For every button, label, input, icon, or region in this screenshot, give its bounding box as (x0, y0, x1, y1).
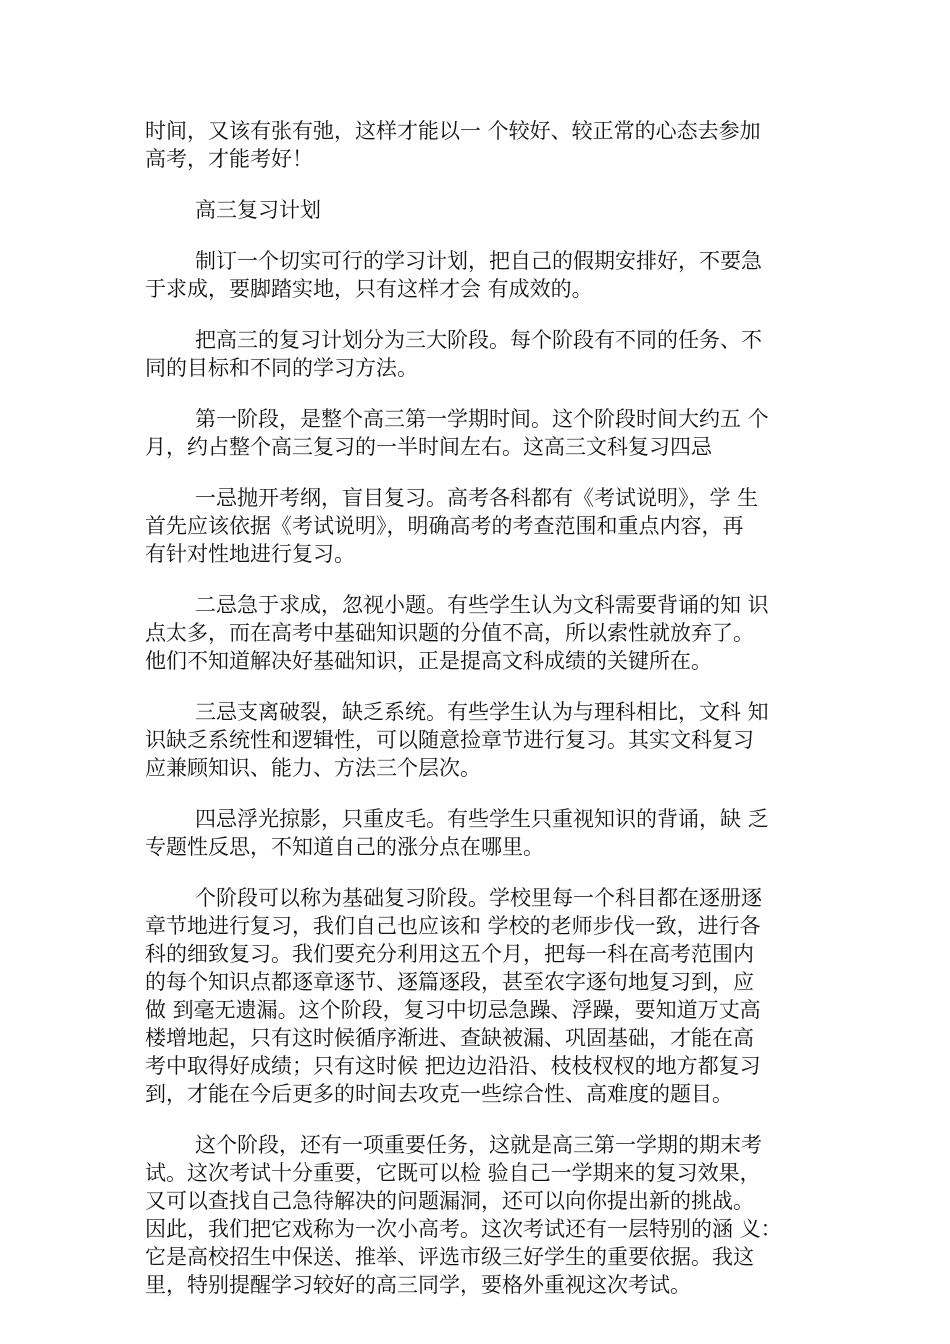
text-line: 把高三的复习计划分为三大阶段。每个阶段有不同的任务、不 (195, 328, 762, 352)
text-line: 的每个知识点都逐章逐节、逐篇逐段，甚至农字逐句地复习到，应 (145, 970, 754, 994)
text-line: 月，约占整个高三复习的一半时间左右。这高三文科复习四忌 (145, 435, 712, 459)
paragraph (145, 1131, 809, 1299)
text-line: 同的目标和不同的学习方法。 (145, 356, 418, 380)
text-line: 专题性反思，不知道自己的涨分点在哪里。 (145, 835, 544, 859)
text-line: 一忌抛开考纲，盲目复习。高考各科都有《考试说明》，学 生 (195, 486, 759, 510)
text-line: 它是高校招生中保送、推举、评选市级三好学生的重要依据。我这 (145, 1245, 754, 1269)
text-line: 他们不知道解决好基础知识，正是提高文科成绩的关键所在。 (145, 649, 712, 673)
paragraph (145, 484, 809, 568)
text-line: 因此，我们把它戏称为一次小高考。这次考试还有一层特别的涵 义： (145, 1217, 782, 1241)
text-line: 于求成，要脚踏实地，只有这样才会 有成效的。 (145, 277, 593, 301)
paragraph (145, 591, 809, 675)
paragraph (145, 117, 809, 173)
text-line: 点太多，而在高考中基础知识题的分值不高，所以索性就放弃了。 (145, 621, 754, 645)
paragraph (145, 247, 809, 303)
text-line: 做 到毫无遗漏。这个阶段，复习中切忌急躁、浮躁，要知道万丈高 (145, 998, 761, 1022)
text-line: 二忌急于求成，忽视小题。有些学生认为文科需要背诵的知 识 (195, 593, 769, 617)
text-line: 应兼顾知识、能力、方法三个层次。 (145, 756, 481, 780)
text-line: 这个阶段，还有一项重要任务，这就是高三第一学期的期末考 (195, 1133, 762, 1157)
text-line: 到，才能在今后更多的时间去攻克一些综合性、高难度的题目。 (145, 1082, 733, 1106)
text-line: 第一阶段，是整个高三第一学期时间。这个阶段时间大约五 个 (195, 407, 769, 431)
text-line: 首先应该依据《考试说明》，明确高考的考查范围和重点内容，再 (145, 514, 744, 538)
paragraph (145, 405, 809, 461)
text-line: 章节地进行复习，我们自己也应该和 学校的老师步伐一致，进行各 (145, 914, 761, 938)
paragraph (145, 805, 809, 861)
text-line: 个阶段可以称为基础复习阶段。学校里每一个科目都在逐册逐 (195, 886, 762, 910)
text-line: 高三复习计划 (195, 198, 321, 222)
text-line: 考中取得好成绩；只有这时候 把边边沿沿、枝枝杈杈的地方都复习 (145, 1054, 761, 1078)
paragraph (145, 196, 809, 224)
text-line: 识缺乏系统性和逻辑性，可以随意捡章节进行复习。其实文科复习 (145, 728, 754, 752)
text-line: 高考，才能考好！ (145, 147, 313, 171)
text-line: 制订一个切实可行的学习计划，把自己的假期安排好，不要急 (195, 249, 762, 273)
paragraph (145, 884, 809, 1108)
text-line: 又可以查找自己急待解决的问题漏洞，还可以向你提出新的挑战。 (145, 1189, 754, 1213)
paragraph (145, 326, 809, 382)
text-line: 科的细致复习。我们要充分利用这五个月，把每一科在高考范围内 (145, 942, 754, 966)
text-line: 有针对性地进行复习。 (145, 542, 355, 566)
text-line: 楼增地起，只有这时候循序渐进、查缺被漏、巩固基础，才能在高 (145, 1026, 754, 1050)
text-line: 四忌浮光掠影，只重皮毛。有些学生只重视知识的背诵，缺 乏 (195, 807, 769, 831)
text-line: 试。这次考试十分重要，它既可以检 验自己一学期来的复习效果， (145, 1161, 761, 1185)
document-body (145, 117, 809, 1322)
paragraph (145, 698, 809, 782)
text-line: 里，特别提醒学习较好的高三同学，要格外重视这次考试。 (145, 1273, 691, 1297)
text-line: 时间，又该有张有弛，这样才能以一 个较好、较正常的心态去参加 (145, 119, 761, 143)
text-line: 三忌支离破裂，缺乏系统。有些学生认为与理科相比，文科 知 (195, 700, 769, 724)
